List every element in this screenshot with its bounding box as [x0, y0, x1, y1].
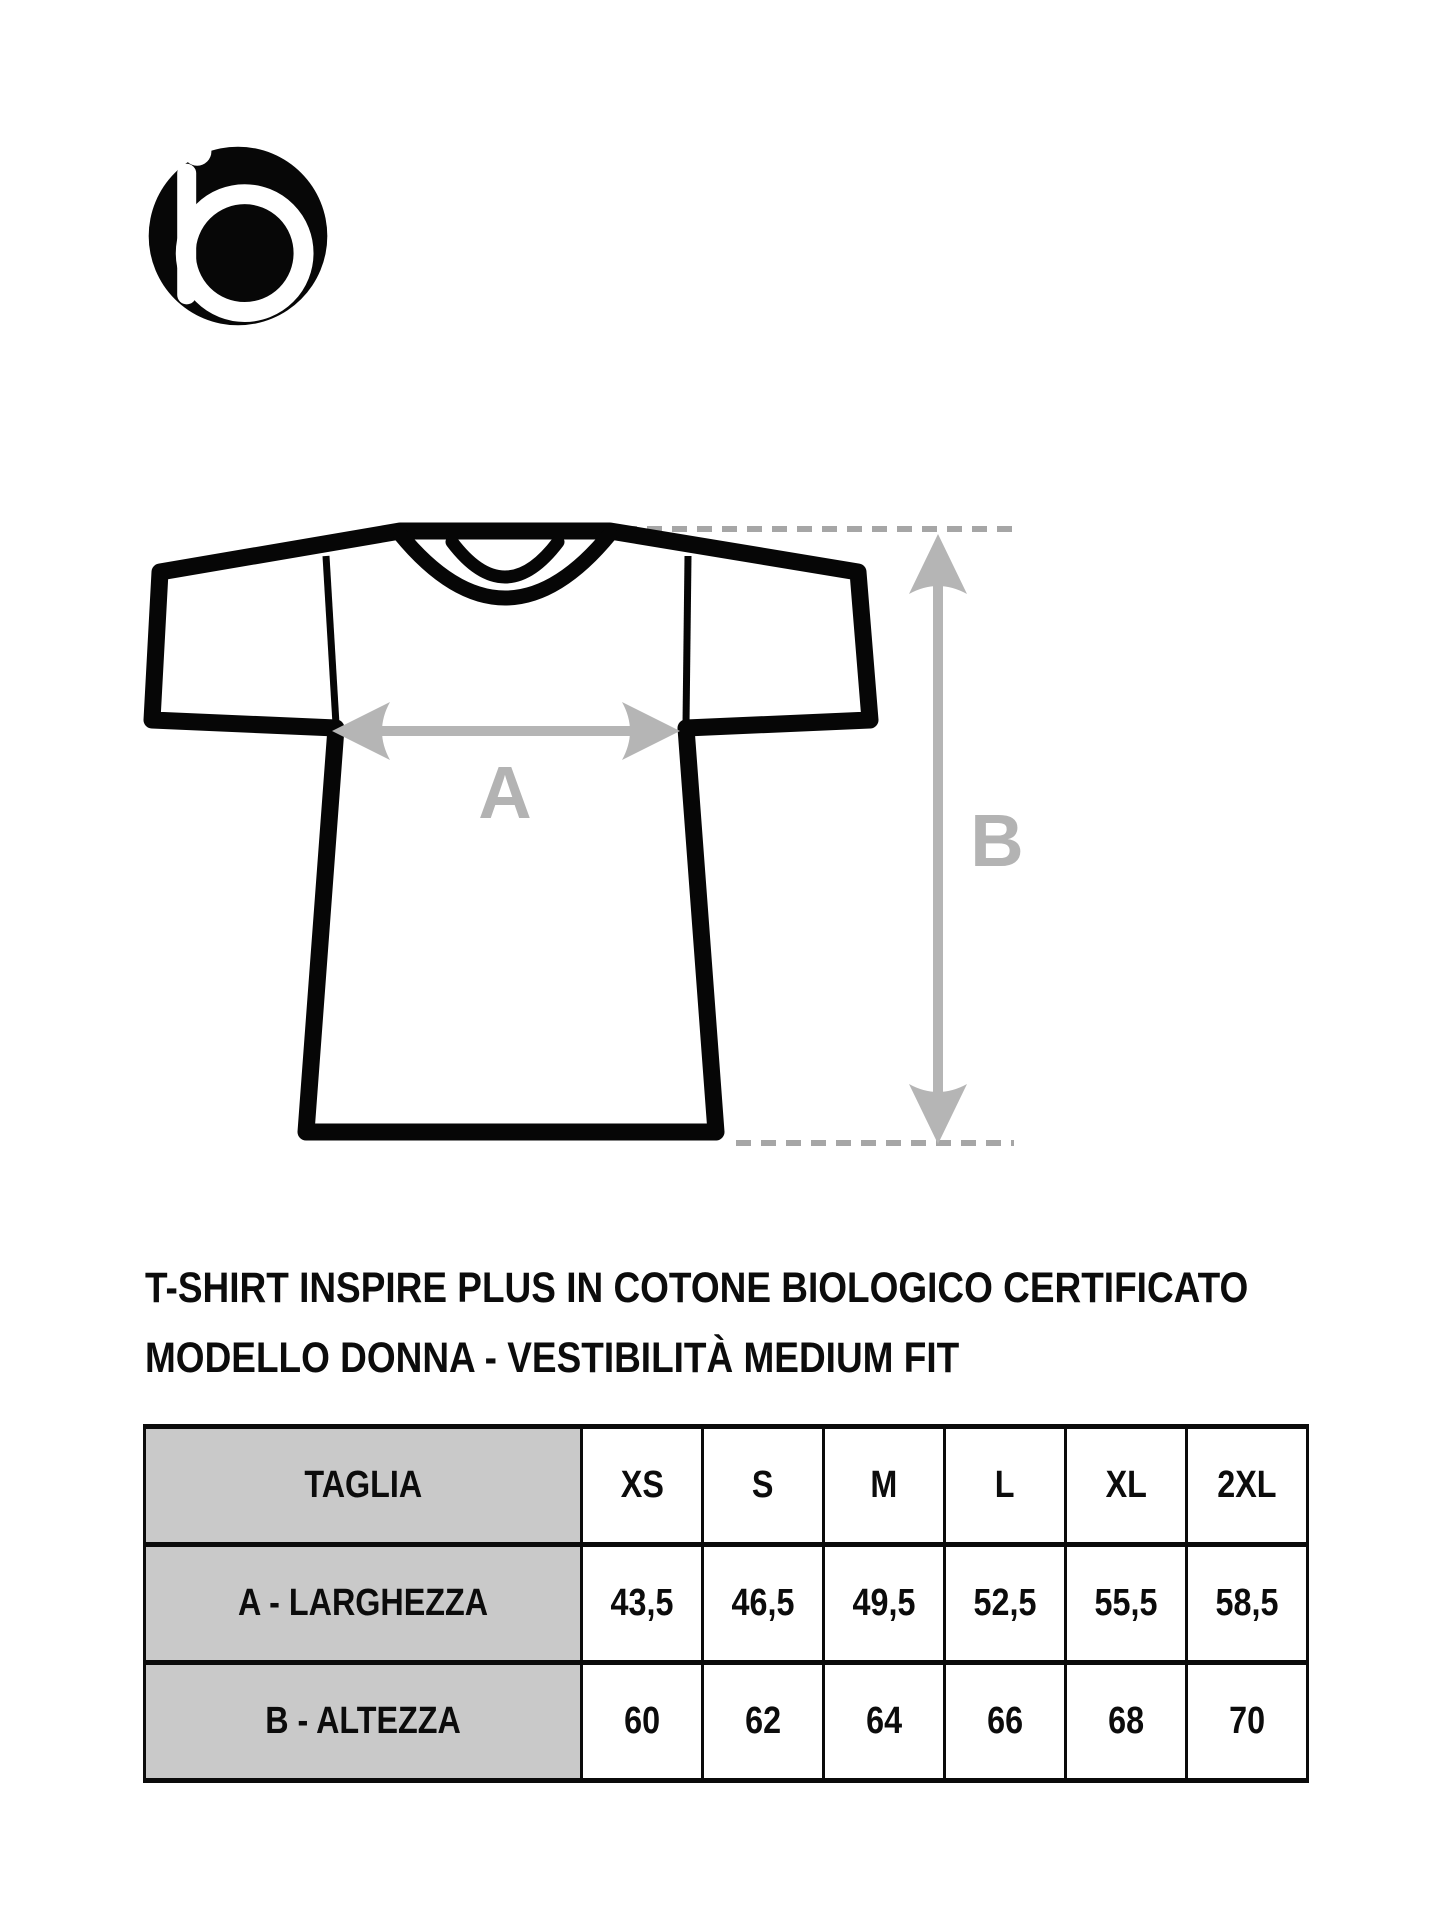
header-cell-xs: XS [582, 1427, 703, 1545]
header-cell-taglia: TAGLIA [145, 1427, 582, 1545]
altezza-2xl: 70 [1187, 1663, 1308, 1781]
product-title [145, 1253, 1345, 1393]
product-title-line-2: MODELLO DONNA - VESTIBILITÀ MEDIUM FIT [145, 1334, 960, 1382]
width-label: A [478, 751, 532, 834]
larghezza-s: 46,5 [703, 1545, 824, 1663]
height-label: B [970, 799, 1024, 882]
altezza-xl: 68 [1066, 1663, 1187, 1781]
size-table-row-altezza [145, 1663, 1308, 1781]
altezza-s: 62 [703, 1663, 824, 1781]
header-cell-m: M [824, 1427, 945, 1545]
header-cell-2xl: 2XL [1187, 1427, 1308, 1545]
altezza-l: 66 [945, 1663, 1066, 1781]
larghezza-l: 52,5 [945, 1545, 1066, 1663]
altezza-m: 64 [824, 1663, 945, 1781]
size-table-row-larghezza [145, 1545, 1308, 1663]
row-label-larghezza: A - LARGHEZZA [145, 1545, 582, 1663]
header-cell-xl: XL [1066, 1427, 1187, 1545]
larghezza-xl: 55,5 [1066, 1545, 1187, 1663]
larghezza-m: 49,5 [824, 1545, 945, 1663]
row-label-altezza: B - ALTEZZA [145, 1663, 582, 1781]
size-table-header-row [145, 1427, 1308, 1545]
altezza-xs: 60 [582, 1663, 703, 1781]
size-table [143, 1424, 1309, 1783]
header-cell-s: S [703, 1427, 824, 1545]
header-cell-l: L [945, 1427, 1066, 1545]
height-dimension-arrow [909, 534, 967, 1144]
larghezza-2xl: 58,5 [1187, 1545, 1308, 1663]
larghezza-xs: 43,5 [582, 1545, 703, 1663]
product-title-line-1: T-SHIRT INSPIRE PLUS IN COTONE BIOLOGICO CERTIFICATO [145, 1264, 1249, 1312]
